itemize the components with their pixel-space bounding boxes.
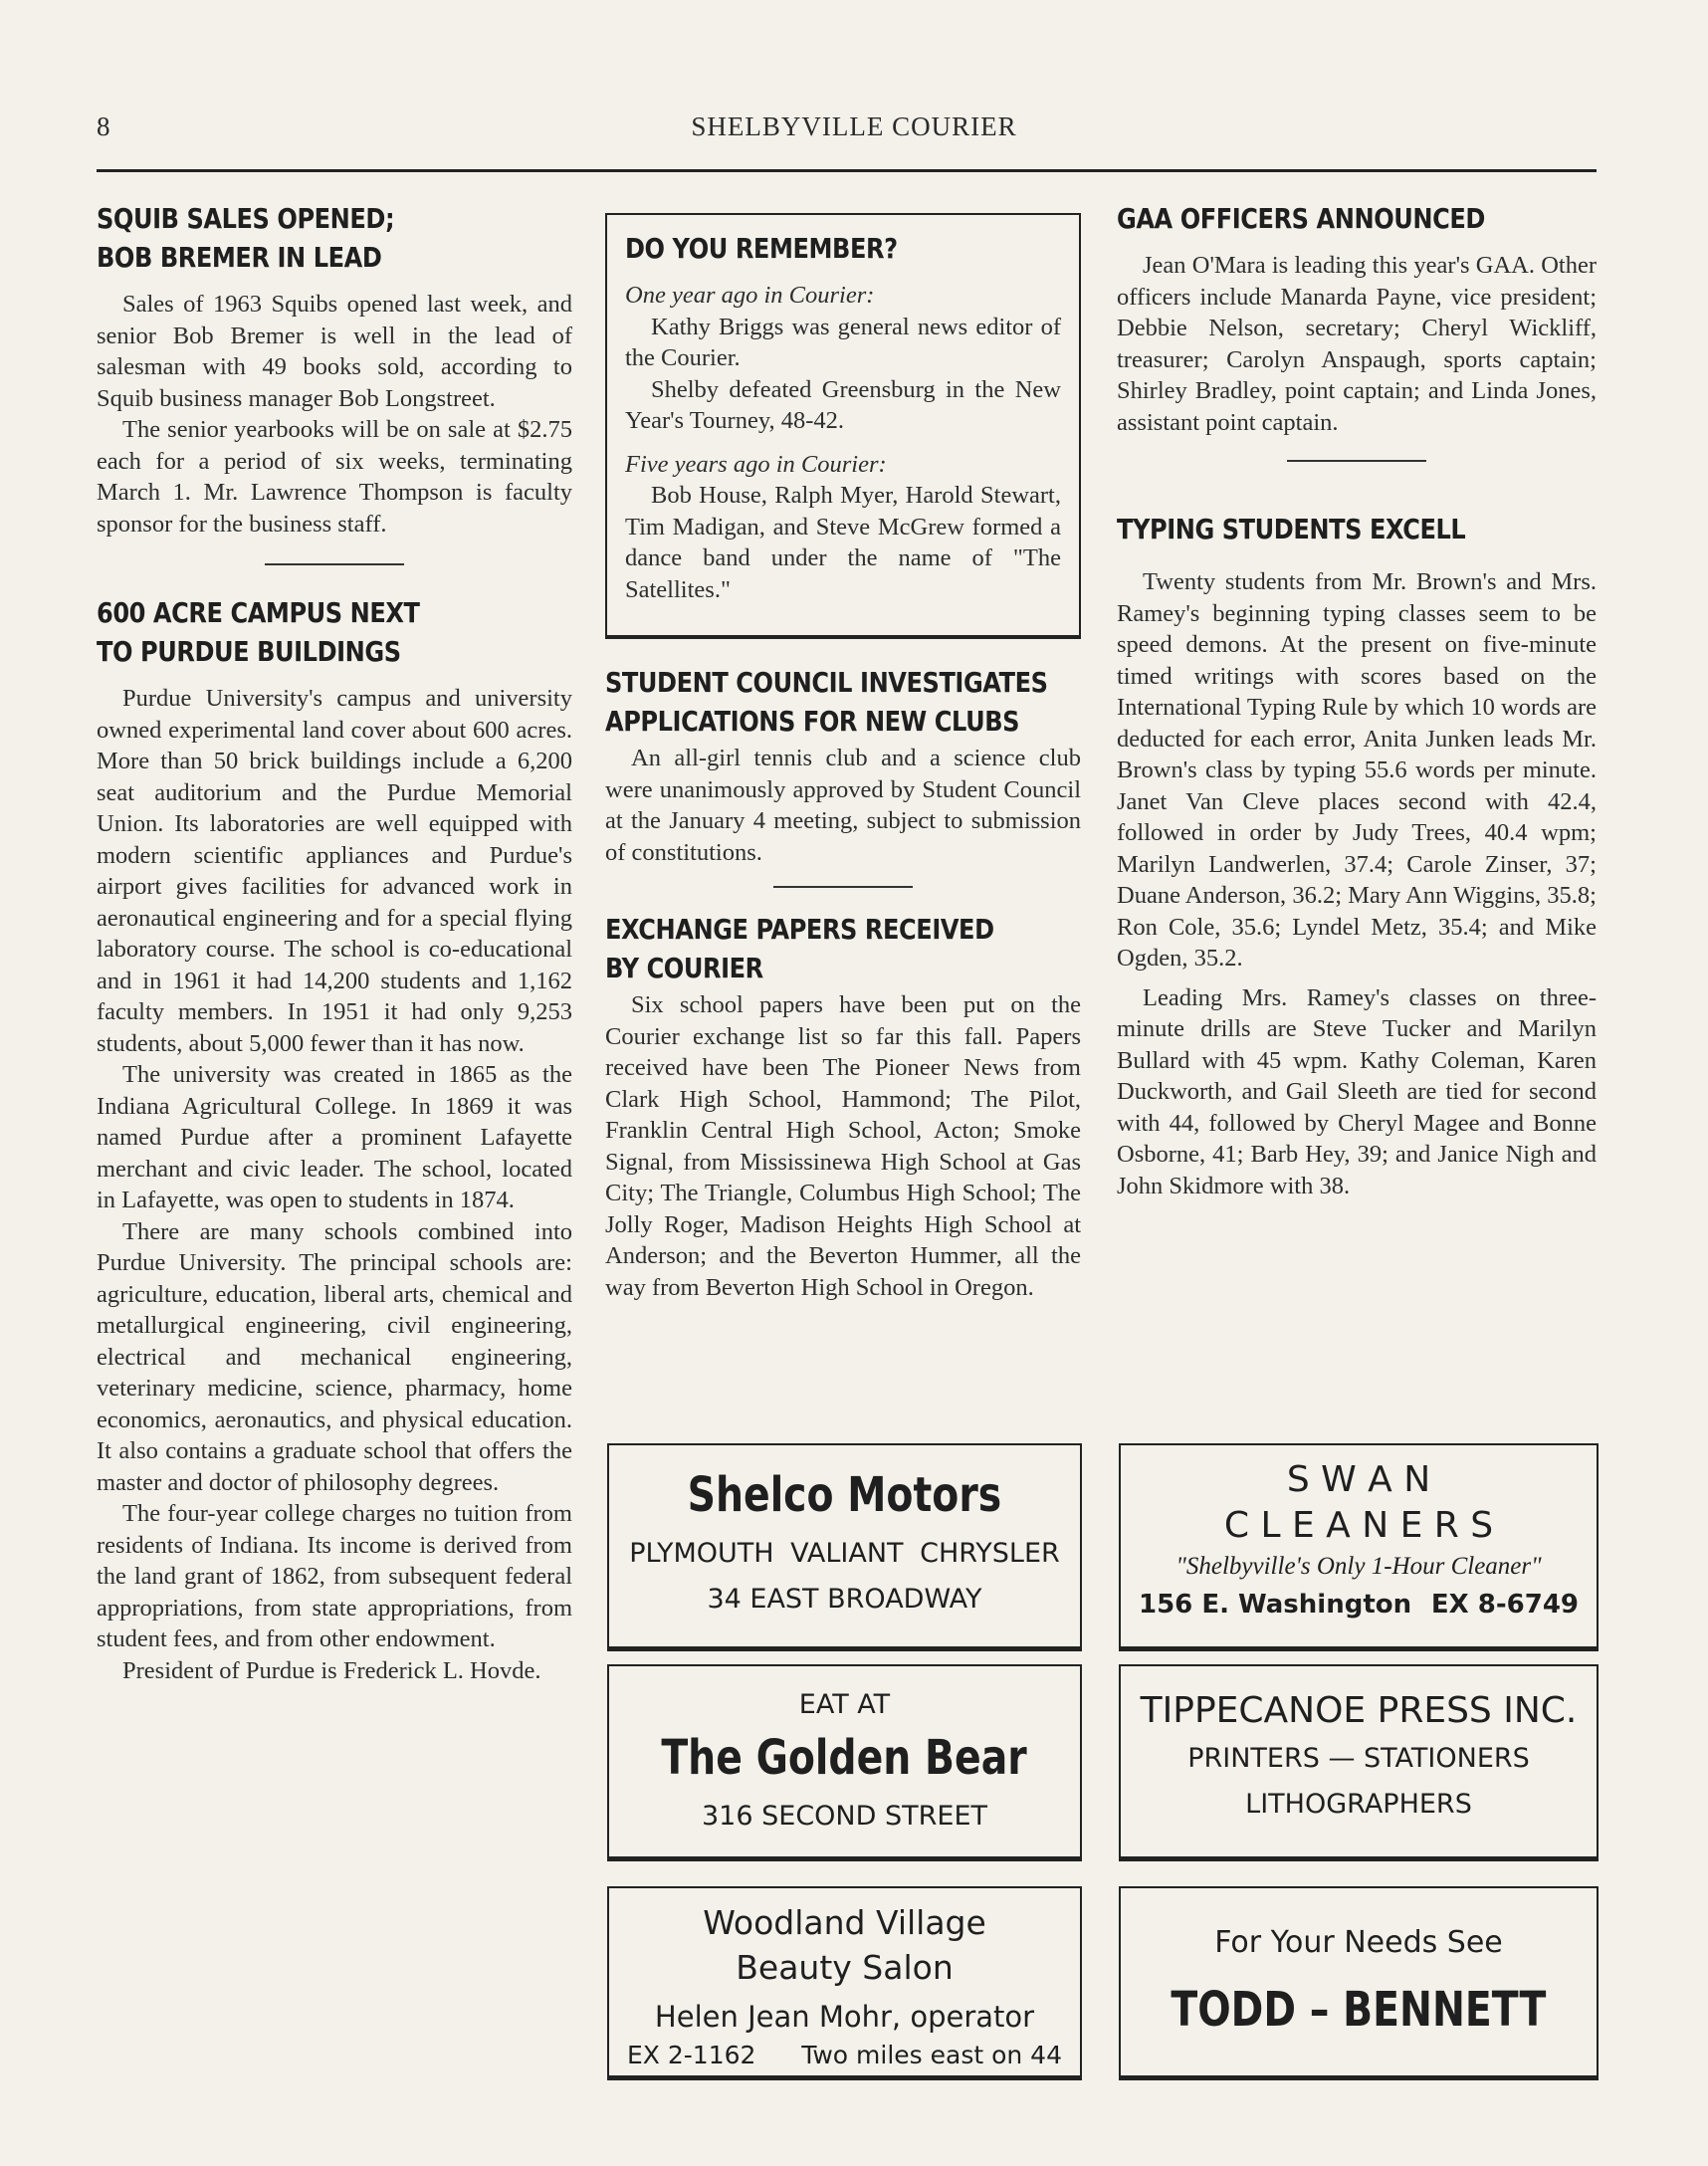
paragraph: President of Purdue is Frederick L. Hovde. — [122, 1656, 541, 1684]
article-headline — [97, 593, 506, 671]
section-divider — [1287, 460, 1426, 462]
ad-business-name — [609, 1728, 1080, 1788]
ad-contact-row — [627, 2038, 1062, 2073]
article-typing — [1117, 510, 1597, 1201]
remember-lead: Five years ago in Courier: — [625, 450, 887, 478]
article-headline — [97, 199, 506, 277]
article-exchange — [605, 910, 1081, 1303]
ad-business-name: TIPPECANOE PRESS INC. — [1140, 1690, 1578, 1731]
ad-address: 316 SECOND STREET — [702, 1801, 987, 1832]
paragraph: An all-girl tennis club and a science club were unanimously approved by Student Council at the January 4 meeting, subject to submission of constitutions. — [605, 745, 1081, 866]
section-divider — [265, 563, 404, 565]
column-left — [97, 199, 572, 1686]
paragraph: Twenty students from Mr. Brown's and Mrs. Ramey's beginning typing classes seem to be speed demons. At the present on five-minute timed writings with scores based on the International Typing Rule by which 10 words are deducted for each error, Anita Junken leads Mr. Brown's class by typing 55.6 words per minute. Janet Van Cleve places second with 42.4, followed in order by Judy Trees, 40.4 wpm; Marilyn Landwerlen, 37.4; Carole Zinser, 37; Duane Anderson, 36.2; Mary Ann Wiggins, 35.8; Ron Cole, 35.6; Lyndel Metz, 35.4; and Mike Ogden, 35.2. — [1117, 568, 1597, 972]
ad-swan-cleaners — [1119, 1443, 1599, 1651]
paragraph: Purdue University's campus and university owned experimental land cover about 600 acres. More than 50 brick buildings include a 6,200 seat auditorium and the Purdue Memorial Union. Its laboratories are well equipped with modern scientific appliances and Purdue's airport gives facilities for advanced work in aeronautical engineering and for a special flying laboratory course. The school is co-educational and in 1961 it had 14,200 students and 1,162 faculty members. In 1951 it had only 9,253 students, about 5,000 fewer than it has now. — [97, 685, 572, 1057]
section-divider — [773, 886, 913, 888]
ad-slogan: "Shelbyville's Only 1-Hour Cleaner" — [1175, 1553, 1542, 1580]
ad-pretext: For Your Needs See — [1214, 1925, 1503, 1960]
ad-line: PRINTERS — STATIONERS — [1187, 1743, 1530, 1774]
article-headline — [605, 910, 1014, 987]
article-headline: DO YOU REMEMBER? — [625, 232, 898, 265]
remember-lead: One year ago in Courier: — [625, 282, 875, 309]
ad-name-text: Shelco Motors — [687, 1467, 1002, 1523]
ad-todd-bennett — [1119, 1886, 1599, 2080]
ad-tippecanoe-press — [1119, 1664, 1599, 1861]
ad-address: 34 EAST BROADWAY — [707, 1584, 982, 1615]
remember-item: Bob House, Ralph Myer, Harold Stewart, Tim Madigan, and Steve McGrew formed a dance band under the name of "The Satellites." — [625, 482, 1061, 603]
headline-line: APPLICATIONS FOR NEW CLUBS — [605, 705, 1020, 738]
remember-item: Shelby defeated Greensburg in the New Year's Tourney, 48-42. — [625, 375, 1061, 434]
ad-shelco-motors — [607, 1443, 1082, 1651]
headline-line: EXCHANGE PAPERS RECEIVED — [605, 913, 994, 946]
ad-phone: EX 8-6749 — [1430, 1590, 1579, 1620]
ad-business-name: C L E A N E R S — [1223, 1505, 1494, 1546]
headline-line: BOB BREMER IN LEAD — [97, 241, 382, 274]
headline-line: 600 ACRE CAMPUS NEXT — [97, 596, 420, 629]
ad-name-text: TODD – BENNETT — [1171, 1982, 1547, 2038]
article-headline: TYPING STUDENTS EXCELL — [1117, 513, 1466, 545]
ad-name-text: The Golden Bear — [661, 1730, 1028, 1786]
article-gaa — [1117, 199, 1597, 438]
paragraph: Leading Mrs. Ramey's classes on three-minute drills are Steve Tucker and Marilyn Bullard with 45 wpm. Kathy Coleman, Karen Duckworth, and Gail Sleeth are tied for second with 44, followed by Cheryl Magee and Bonne Osborne, 41; Barb Hey, 39; and Janice Nigh and John Skidmore with 38. — [1117, 983, 1597, 1199]
do-you-remember-box — [605, 213, 1081, 639]
ad-contact-row — [1139, 1585, 1579, 1624]
article-squib — [97, 199, 572, 540]
paragraph: The university was created in 1865 as the Indiana Agricultural College. In 1869 it was named Purdue after a prominent Lafayette merchant and civic leader. The school, located in Lafayette, was open to students in 1874. — [97, 1061, 572, 1213]
header-rule — [97, 169, 1597, 172]
headline-line: TO PURDUE BUILDINGS — [97, 635, 401, 668]
headline-line: SQUIB SALES OPENED; — [97, 202, 395, 235]
ad-golden-bear — [607, 1664, 1082, 1861]
article-headline: GAA OFFICERS ANNOUNCED — [1117, 202, 1485, 235]
ad-operator: Helen Jean Mohr, operator — [654, 2000, 1035, 2034]
page-number: 8 — [97, 111, 110, 141]
paragraph: The four-year college charges no tuition from residents of Indiana. Its income is derived from the land grant of 1862, from subsequent federal appropriations, from state appropriations, from student fees, and from other endowment. — [97, 1500, 572, 1652]
article-purdue — [97, 593, 572, 1686]
ad-business-name — [609, 1465, 1080, 1525]
ad-business-name: Woodland Village — [703, 1903, 986, 1942]
paragraph: Jean O'Mara is leading this year's GAA. Other officers include Manarda Payne, vice president; Debbie Nelson, secretary; Cheryl Wickliff, treasurer; Carolyn Anspaugh, sports captain; Shirley Bradley, point captain; and Linda Jones, assistant point captain. — [1117, 252, 1597, 436]
ad-pretext: EAT AT — [798, 1689, 891, 1720]
ad-brands: PLYMOUTH VALIANT CHRYSLER — [629, 1538, 1060, 1569]
paragraph: Six school papers have been put on the Courier exchange list so far this fall. Papers received have been The Pioneer News from Clark High School, Hammond; The Pilot, Franklin Central High School, Acton; Smoke Signal, from Mississinewa High School at Gas City; The Triangle, Columbus High School; The Jolly Roger, Madison Heights High School at Anderson; and the Beverton Hummer, all the way from Beverton High School in Oregon. — [605, 991, 1081, 1301]
article-council — [605, 663, 1081, 868]
remember-item: Kathy Briggs was general news editor of the Courier. — [625, 313, 1061, 371]
ad-location: Two miles east on 44 — [801, 2041, 1062, 2069]
column-middle — [605, 213, 1081, 1303]
headline-line: BY COURIER — [605, 952, 763, 984]
paragraph: Sales of 1963 Squibs opened last week, and senior Bob Bremer is well in the lead of salesman with 49 books sold, according to Squib business manager Bob Longstreet. — [97, 291, 572, 412]
ad-woodland-village — [607, 1886, 1082, 2080]
paragraph: The senior yearbooks will be on sale at $2.75 each for a period of six weeks, terminating March 1. Mr. Lawrence Thompson is faculty sponsor for the business staff. — [97, 416, 572, 538]
paragraph: There are many schools combined into Purdue University. The principal schools are: agriculture, education, liberal arts, chemical and metallurgical engineering, civil engineering, electrical and mechanical engineering, veterinary medicine, science, pharmacy, home economics, aeronautics, and physical education. It also contains a graduate school that offers the master and doctor of philosophy degrees. — [97, 1217, 572, 1496]
headline-line: STUDENT COUNCIL INVESTIGATES — [605, 666, 1048, 699]
column-right — [1117, 199, 1597, 1201]
ad-address: 156 E. Washington — [1139, 1590, 1412, 1620]
masthead-title: SHELBYVILLE COURIER — [691, 111, 1017, 141]
ad-business-name — [1121, 1980, 1597, 2040]
article-headline — [605, 663, 1048, 741]
ad-business-name: Beauty Salon — [736, 1948, 954, 1987]
ad-line: LITHOGRAPHERS — [1245, 1789, 1472, 1820]
ad-phone: EX 2-1162 — [627, 2041, 756, 2069]
ad-business-name: S W A N — [1286, 1459, 1431, 1500]
